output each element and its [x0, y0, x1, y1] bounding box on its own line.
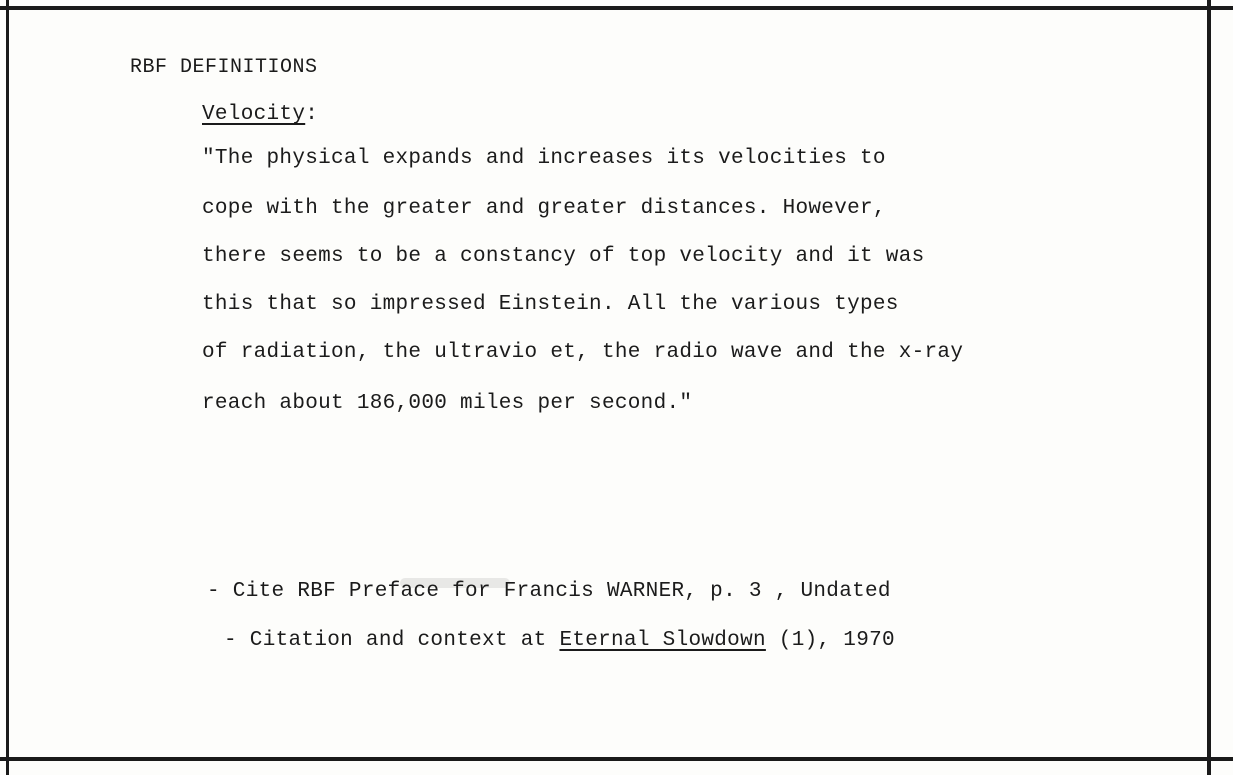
- quote-line: there seems to be a constancy of top velocity and it was: [202, 245, 925, 268]
- citation-source: - Cite RBF Preface for Francis WARNER, p. 3 , Undated: [207, 580, 891, 603]
- quote-line: "The physical expands and increases its velocities to: [202, 147, 886, 170]
- quote-line: of radiation, the ultravio et, the radio wave and the x-ray: [202, 341, 964, 364]
- card-border-top: [0, 6, 1233, 10]
- term-label: Velocity: [202, 103, 306, 126]
- term-heading: [202, 104, 318, 125]
- card-border-left: [6, 0, 9, 775]
- card-border-right: [1207, 0, 1211, 775]
- quote-line: cope with the greater and greater distances. However,: [202, 197, 886, 220]
- citation-context-prefix: - Citation and context at: [224, 629, 560, 652]
- citation-context: [224, 630, 895, 651]
- quote-line: this that so impressed Einstein. All the various types: [202, 293, 899, 316]
- term-colon: :: [305, 103, 319, 126]
- citation-context-suffix: (1), 1970: [765, 629, 895, 652]
- card-border-bottom: [0, 757, 1233, 761]
- citation-context-title: Eternal Slowdown: [559, 629, 766, 652]
- quote-line: reach about 186,000 miles per second.": [202, 392, 693, 415]
- card-heading: RBF DEFINITIONS: [130, 56, 318, 79]
